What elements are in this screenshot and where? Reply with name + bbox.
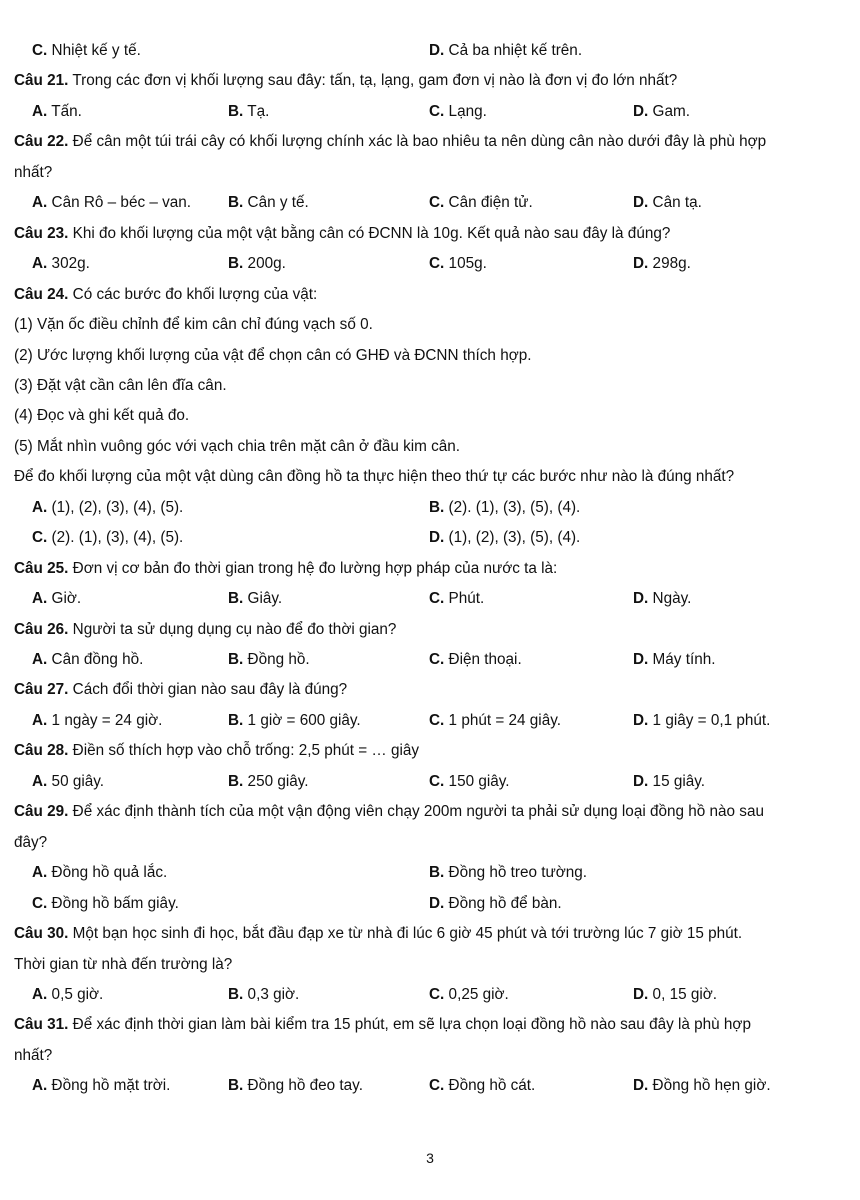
answer-option (228, 1071, 363, 1101)
text-line (14, 462, 854, 492)
option-letter: C. (429, 194, 445, 212)
answer-option (228, 249, 286, 279)
option-letter: B. (228, 255, 244, 273)
question-label: Câu 24. (14, 285, 69, 303)
option-letter: C. (429, 711, 445, 729)
option-letter: B. (429, 498, 445, 516)
option-text: Đồng hồ quả lắc. (47, 864, 168, 882)
option-letter: B. (228, 1077, 244, 1095)
option-letter: B. (228, 590, 244, 608)
option-text: Tạ. (243, 102, 270, 120)
option-letter: B. (429, 864, 445, 882)
option-letter: C. (429, 772, 445, 790)
answer-option (633, 249, 691, 279)
option-text: 0,5 giờ. (47, 985, 104, 1003)
text-line (14, 158, 854, 188)
option-letter: D. (633, 711, 649, 729)
answer-option (429, 523, 580, 553)
question-text: Trong các đơn vị khối lượng sau đây: tấn, tạ, lạng, gam đơn vị nào là đơn vị đo lớn nhất? (68, 72, 678, 90)
option-text: 302g. (47, 255, 90, 273)
option-letter: C. (429, 255, 445, 273)
option-text: 298g. (648, 255, 691, 273)
answer-option (429, 36, 582, 66)
option-text: 15 giây. (648, 772, 706, 790)
line-text: (2) Ước lượng khối lượng của vật để chọn cân có GHĐ và ĐCNN thích hợp. (14, 346, 532, 364)
answer-option (228, 706, 361, 736)
answer-option (633, 980, 717, 1010)
line-text: (3) Đặt vật cần cân lên đĩa cân. (14, 376, 227, 394)
answer-options-row (32, 706, 854, 736)
answer-option (429, 188, 533, 218)
option-text: Đồng hồ bấm giây. (47, 894, 179, 912)
answer-option (633, 1071, 771, 1101)
option-text: 0,3 giờ. (243, 985, 300, 1003)
line-text: (1) Vặn ốc điều chỉnh để kim cân chỉ đúng vạch số 0. (14, 316, 373, 334)
option-letter: B. (228, 102, 244, 120)
answer-options-row (32, 645, 854, 675)
option-letter: D. (633, 194, 649, 212)
answer-option (32, 97, 82, 127)
question-line (14, 127, 854, 157)
question-label: Câu 21. (14, 72, 69, 90)
option-letter: C. (32, 529, 48, 547)
question-text: Khi đo khối lượng của một vật bằng cân có ĐCNN là 10g. Kết quả nào sau đây là đúng? (68, 224, 671, 242)
question-text: Đơn vị cơ bản đo thời gian trong hệ đo lường hợp pháp của nước ta là: (68, 559, 558, 577)
question-label: Câu 27. (14, 681, 69, 699)
answer-option (429, 858, 587, 888)
answer-option (429, 97, 487, 127)
option-text: (2). (1), (3), (4), (5). (47, 529, 184, 547)
option-text: Đồng hồ treo tường. (444, 864, 588, 882)
option-text: 1 giây = 0,1 phút. (648, 711, 771, 729)
option-letter: B. (228, 651, 244, 668)
option-text: Đồng hồ mặt trời. (47, 1077, 171, 1095)
answer-option (429, 706, 561, 736)
option-letter: C. (429, 651, 445, 668)
question-label: Câu 23. (14, 224, 69, 242)
option-letter: D. (633, 985, 649, 1003)
question-text: Có các bước đo khối lượng của vật: (68, 285, 318, 303)
answer-option (32, 188, 191, 218)
option-letter: C. (429, 1077, 445, 1095)
answer-options-row (32, 188, 854, 218)
answer-options-row (32, 249, 854, 279)
option-letter: B. (228, 772, 244, 790)
option-text: Cả ba nhiệt kế trên. (444, 42, 583, 59)
answer-option (32, 36, 141, 66)
option-letter: A. (32, 590, 48, 608)
option-text: Giờ. (47, 590, 82, 608)
option-letter: D. (633, 590, 649, 608)
line-text: nhất? (14, 163, 53, 181)
question-line (14, 554, 854, 584)
option-letter: C. (32, 42, 48, 59)
option-letter: A. (32, 194, 48, 212)
option-text: 0,25 giờ. (444, 985, 509, 1003)
option-letter: A. (32, 772, 48, 790)
text-line (14, 401, 854, 431)
option-letter: B. (228, 711, 244, 729)
option-text: Đồng hồ. (243, 651, 310, 668)
question-label: Câu 30. (14, 925, 69, 943)
option-letter: D. (429, 894, 445, 912)
question-text: Để cân một túi trái cây có khối lượng chính xác là bao nhiêu ta nên dùng cân nào dưới đây là phù hợp (68, 133, 767, 151)
line-text: (4) Đọc và ghi kết quả đo. (14, 407, 190, 425)
option-letter: D. (429, 42, 445, 59)
option-letter: A. (32, 255, 48, 273)
question-label: Câu 31. (14, 1016, 69, 1034)
answer-option (429, 249, 487, 279)
line-text: nhất? (14, 1046, 53, 1064)
answer-options-row (32, 493, 854, 523)
option-text: 1 phút = 24 giây. (444, 711, 561, 729)
option-text: 105g. (444, 255, 487, 273)
option-letter: C. (429, 590, 445, 608)
option-text: Đồng hồ đeo tay. (243, 1077, 363, 1095)
text-line (14, 1041, 854, 1071)
text-line (14, 432, 854, 462)
answer-options-row (32, 36, 854, 66)
option-text: Phút. (444, 590, 485, 608)
line-text: Thời gian từ nhà đến trường là? (14, 955, 233, 973)
option-text: Đồng hồ hẹn giờ. (648, 1077, 771, 1095)
option-letter: B. (228, 985, 244, 1003)
option-letter: A. (32, 102, 48, 120)
option-text: Nhiệt kế y tế. (47, 42, 141, 59)
text-line (14, 828, 854, 858)
page-number: 3 (426, 1150, 434, 1166)
option-text: 1 ngày = 24 giờ. (47, 711, 163, 729)
answer-option (32, 980, 103, 1010)
answer-option (32, 645, 143, 675)
answer-options-row (32, 584, 854, 614)
option-letter: C. (429, 102, 445, 120)
option-letter: B. (228, 194, 244, 212)
option-text: Giây. (243, 590, 283, 608)
option-text: Cân tạ. (648, 194, 702, 212)
answer-options-row (32, 523, 854, 553)
option-text: 0, 15 giờ. (648, 985, 718, 1003)
answer-option (429, 493, 580, 523)
option-text: Lạng. (444, 102, 487, 120)
option-text: Cân y tế. (243, 194, 309, 212)
option-letter: A. (32, 651, 48, 668)
option-text: Đồng hồ để bàn. (444, 894, 562, 912)
option-text: 250 giây. (243, 772, 309, 790)
answer-options-row (32, 889, 854, 919)
question-text: Một bạn học sinh đi học, bắt đầu đạp xe từ nhà đi lúc 6 giờ 45 phút và tới trường lúc 7 giờ 15 phút. (68, 925, 743, 943)
option-text: Ngày. (648, 590, 692, 608)
answer-option (32, 858, 167, 888)
option-text: (1), (2), (3), (5), (4). (444, 529, 581, 547)
answer-option (633, 97, 690, 127)
text-line (14, 950, 854, 980)
question-text: Để xác định thành tích của một vận động viên chạy 200m người ta phải sử dụng loại đồng hồ nào sau (68, 803, 764, 821)
answer-option (633, 584, 691, 614)
answer-option (32, 493, 183, 523)
option-letter: A. (32, 711, 48, 729)
option-letter: C. (32, 894, 48, 912)
question-line (14, 66, 854, 96)
question-line (14, 280, 854, 310)
option-letter: D. (633, 651, 649, 668)
option-text: 150 giây. (444, 772, 510, 790)
option-letter: D. (633, 102, 649, 120)
answer-option (228, 97, 269, 127)
option-text: Điện thoại. (444, 651, 522, 668)
option-text: 1 giờ = 600 giây. (243, 711, 361, 729)
answer-option (228, 188, 309, 218)
answer-options-row (32, 1071, 854, 1101)
option-letter: C. (429, 985, 445, 1003)
option-letter: A. (32, 864, 48, 882)
answer-option (228, 584, 282, 614)
option-letter: D. (429, 529, 445, 547)
answer-option (429, 889, 562, 919)
question-line (14, 675, 854, 705)
answer-option (429, 584, 484, 614)
answer-option (228, 645, 310, 675)
line-text: Để đo khối lượng của một vật dùng cân đồng hồ ta thực hiện theo thứ tự các bước như nào là đúng nhất? (14, 468, 735, 486)
option-text: 50 giây. (47, 772, 105, 790)
question-label: Câu 22. (14, 133, 69, 151)
option-text: Đồng hồ cát. (444, 1077, 536, 1095)
question-label: Câu 25. (14, 559, 69, 577)
answer-option (429, 1071, 535, 1101)
question-label: Câu 29. (14, 803, 69, 821)
text-line (14, 341, 854, 371)
answer-option (228, 767, 309, 797)
option-text: Tấn. (47, 102, 82, 120)
option-text: (1), (2), (3), (4), (5). (47, 498, 184, 516)
answer-option (228, 980, 299, 1010)
answer-option (32, 767, 104, 797)
option-text: Máy tính. (648, 651, 716, 668)
question-text: Điền số thích hợp vào chỗ trống: 2,5 phút = … giây (68, 742, 420, 760)
answer-option (32, 706, 162, 736)
question-text: Người ta sử dụng dụng cụ nào để đo thời gian? (68, 620, 397, 638)
answer-option (633, 645, 715, 675)
answer-option (633, 706, 770, 736)
question-line (14, 1010, 854, 1040)
answer-options-row (32, 980, 854, 1010)
option-letter: A. (32, 1077, 48, 1095)
option-letter: D. (633, 255, 649, 273)
option-text: Cân đồng hồ. (47, 651, 144, 668)
text-line (14, 371, 854, 401)
question-line (14, 797, 854, 827)
answer-option (32, 523, 183, 553)
question-text: Cách đổi thời gian nào sau đây là đúng? (68, 681, 348, 699)
option-text: 200g. (243, 255, 286, 273)
option-letter: A. (32, 498, 48, 516)
question-line (14, 919, 854, 949)
question-text: Để xác định thời gian làm bài kiểm tra 15 phút, em sẽ lựa chọn loại đồng hồ nào sau đây là phù hợp (68, 1016, 751, 1034)
question-line (14, 736, 854, 766)
question-label: Câu 28. (14, 742, 69, 760)
answer-options-row (32, 858, 854, 888)
option-text: Cân điện tử. (444, 194, 533, 212)
option-text: Gam. (648, 102, 690, 120)
answer-option (32, 584, 81, 614)
answer-option (32, 1071, 170, 1101)
line-text: (5) Mắt nhìn vuông góc với vạch chia trên mặt cân ở đầu kim cân. (14, 437, 461, 455)
option-text: (2). (1), (3), (5), (4). (444, 498, 581, 516)
question-label: Câu 26. (14, 620, 69, 638)
text-line (14, 310, 854, 340)
option-letter: D. (633, 772, 649, 790)
answer-option (633, 767, 705, 797)
line-text: đây? (14, 833, 48, 851)
answer-option (429, 980, 509, 1010)
answer-option (429, 645, 522, 675)
question-line (14, 219, 854, 249)
answer-option (32, 249, 90, 279)
option-text: Cân Rô – béc – van. (47, 194, 192, 212)
option-letter: A. (32, 985, 48, 1003)
answer-options-row (32, 767, 854, 797)
option-letter: D. (633, 1077, 649, 1095)
answer-option (32, 889, 179, 919)
answer-option (633, 188, 702, 218)
answer-option (429, 767, 510, 797)
question-line (14, 615, 854, 645)
answer-options-row (32, 97, 854, 127)
